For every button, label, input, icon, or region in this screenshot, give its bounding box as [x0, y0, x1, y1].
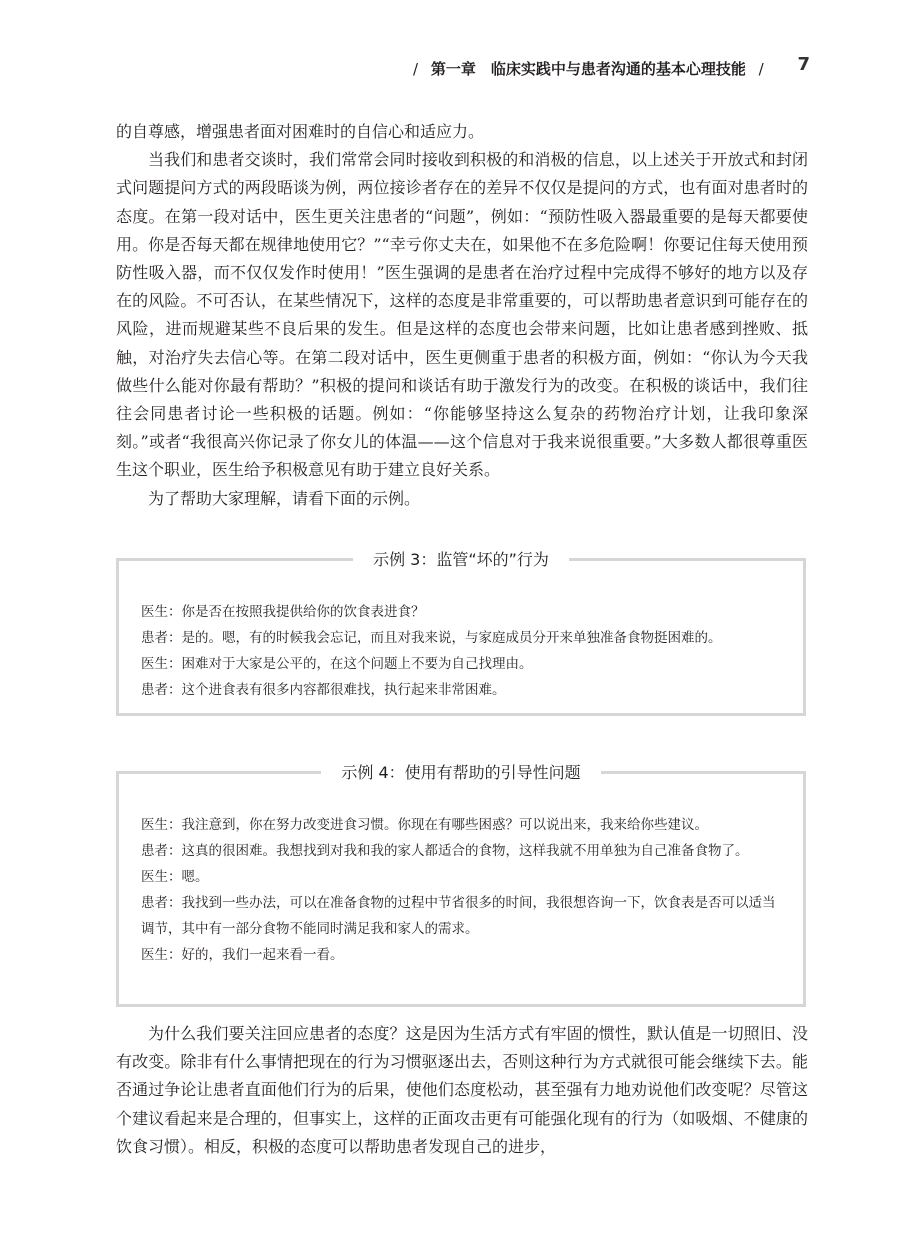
paragraph-continued: 的自尊感，增强患者面对困难时的自信心和适应力。 [116, 122, 485, 141]
chapter-title: 第一章 临床实践中与患者沟通的基本心理技能 [430, 60, 746, 78]
dialogue-line: 医生：嗯。 [141, 869, 209, 885]
example-3-box [116, 550, 806, 716]
dialogue-line: 医生：我注意到，你在努力改变进食习惯。你现在有哪些困惑？可以说出来，我来给你些建议。 [141, 817, 708, 833]
example-4-box [116, 763, 806, 1007]
top-body-text [116, 118, 808, 513]
header-slash-right: / [758, 60, 764, 78]
dialogue-line: 患者：是的。嗯，有的时候我会忘记，而且对我来说，与家庭成员分开来单独准备食物挺困难的。 [141, 630, 722, 646]
example-4-dialogue [141, 812, 781, 968]
dialogue-line: 患者：这真的很困难。我想找到对我和我的家人都适合的食物，这样我就不用单独为自己准备食物了。 [141, 843, 749, 859]
dialogue-line: 医生：好的，我们一起来看一看。 [141, 947, 344, 963]
dialogue-line: 医生：困难对于大家是公平的，在这个问题上不要为自己找理由。 [141, 656, 533, 672]
paragraph-inertia: 为什么我们要关注回应患者的态度？这是因为生活方式有牢固的惯性，默认值是一切照旧、没有改变。除非有什么事情把现在的行为习惯驱逐出去，否则这种行为方式就很可能会继续下去。能否通过争论让患者直面他们行为的后果，使他们态度松动，甚至强有力地劝说他们改变呢？尽管这个建议看起来是合理的，但事实上，这样的正面攻击更有可能强化现有的行为（如吸烟、不健康的饮食习惯）。相反，积极的态度可以帮助患者发现自己的进步， [116, 1024, 808, 1156]
example-4-title: 示例 4：使用有帮助的引导性问题 [321, 763, 600, 782]
dialogue-line: 患者：这个进食表有很多内容都很难找，执行起来非常困难。 [141, 682, 506, 698]
example-3-dialogue [141, 599, 781, 703]
paragraph-example-intro: 为了帮助大家理解，请看下面的示例。 [148, 488, 421, 508]
paragraph-attitude: 当我们和患者交谈时，我们常常会同时接收到积极的和消极的信息，以上述关于开放式和封闭式问题提问方式的两段晤谈为例，两位接诊者存在的差异不仅仅是提问的方式，也有面对患者时的态度。在第一段对话中，医生更关注患者的“问题”，例如：“预防性吸入器最重要的是每天都要使用。你是否每天都在规律地使用它？”“幸亏你丈夫在，如果他不在多危险啊！你要记住每天使用预防性吸入器，而不仅仅发作时使用！”医生强调的是患者在治疗过程中完成得不够好的地方以及存在的风险。不可否认，在某些情况下，这样的态度是非常重要的，可以帮助患者意识到可能存在的风险，进而规避某些不良后果的发生。但是这样的态度也会带来问题，比如让患者感到挫败、抵触，对治疗失去信心等。在第二段对话中，医生更侧重于患者的积极方面，例如：“你认为今天我做些什么能对你最有帮助？”积极的提问和谈话有助于激发行为的改变。在积极的谈话中，我们往往会同患者讨论一些积极的话题。例如：“你能够坚持这么复杂的药物治疗计划，让我印象深刻。”或者“我很高兴你记录了你女儿的体温——这个信息对于我来说很重要。”大多数人都很尊重医生这个职业，医生给予积极意见有助于建立良好关系。 [116, 150, 808, 480]
header-slash-left: / [413, 60, 419, 78]
example-3-title: 示例 3：监管“坏的”行为 [353, 550, 569, 569]
dialogue-line: 医生：你是否在按照我提供给你的饮食表进食？ [141, 604, 425, 620]
page-number: 7 [797, 54, 810, 75]
dialogue-line: 患者：我找到一些办法，可以在准备食物的过程中节省很多的时间，我很想咨询一下，饮食表是否可以适当调节，其中有一部分食物不能同时满足我和家人的需求。 [141, 895, 776, 937]
bottom-body-text [116, 1020, 808, 1161]
running-head [405, 54, 810, 79]
